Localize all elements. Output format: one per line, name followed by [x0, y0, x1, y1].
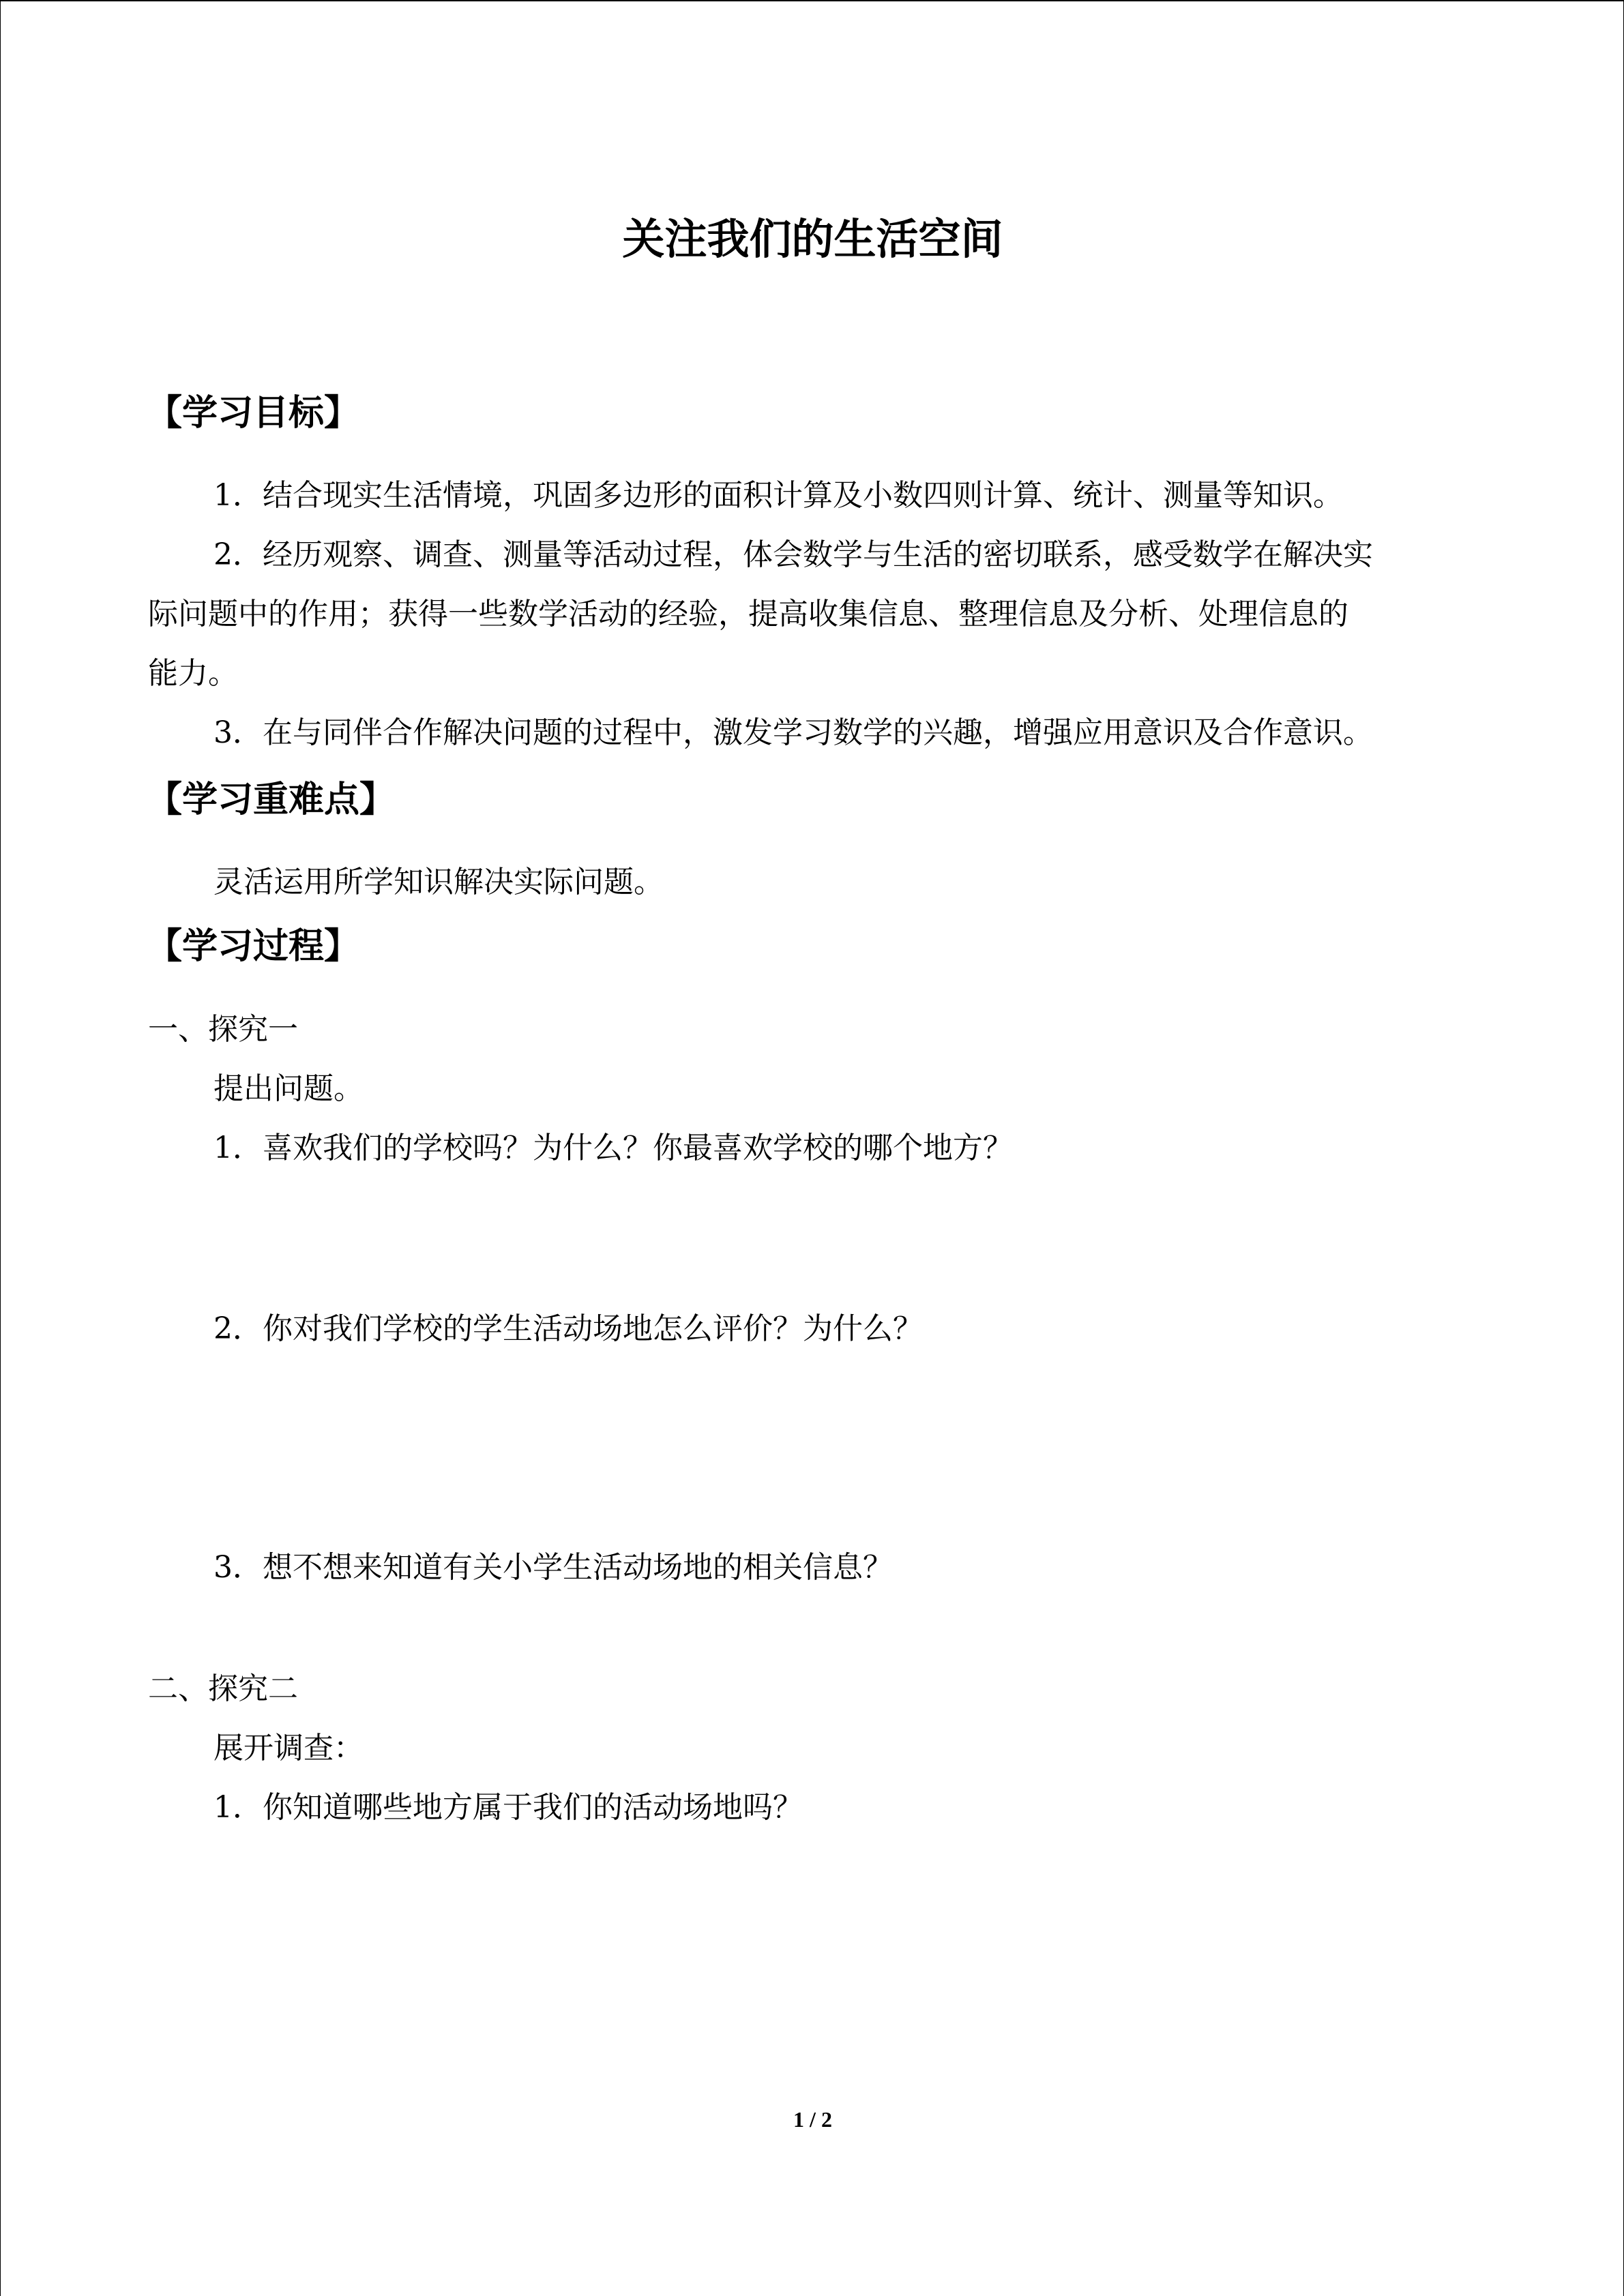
part-2-question-1: 1．你知道哪些地方属于我们的活动场地吗？: [213, 1790, 803, 1825]
objective-item-2-line-1: 2．经历观察、调查、测量等活动过程，体会数学与生活的密切联系，感受数学在解决实: [213, 537, 1373, 572]
part-1-question-2: 2．你对我们学校的学生活动场地怎么评价？为什么？: [213, 1311, 923, 1346]
key-points-text: 灵活运用所学知识解决实际问题。: [213, 865, 664, 899]
page-title: 关注我们的生活空间: [622, 214, 1003, 264]
objective-item-1: 1．结合现实生活情境，巩固多边形的面积计算及小数四则计算、统计、测量等知识。: [213, 478, 1343, 513]
part-1-question-3: 3．想不想来知道有关小学生活动场地的相关信息？: [213, 1550, 893, 1585]
part-2-heading: 二、探究二: [148, 1671, 298, 1706]
part-1-heading: 一、探究一: [148, 1012, 298, 1047]
part-1-intro: 提出问题。: [213, 1071, 364, 1106]
part-1-question-1: 1．喜欢我们的学校吗？为什么？你最喜欢学校的哪个地方？: [213, 1131, 1013, 1165]
objective-item-3: 3．在与同伴合作解决问题的过程中，激发学习数学的兴趣，增强应用意识及合作意识。: [213, 715, 1373, 750]
process-heading: 【学习过程】: [147, 926, 360, 967]
objectives-heading: 【学习目标】: [147, 393, 360, 434]
key-points-heading: 【学习重难点】: [147, 779, 396, 820]
page-number: 1 / 2: [793, 2107, 832, 2132]
objective-item-2-line-3: 能力。: [148, 656, 238, 691]
objective-item-2-line-2: 际问题中的作用；获得一些数学活动的经验，提高收集信息、整理信息及分析、处理信息的: [148, 597, 1348, 631]
part-2-intro: 展开调查：: [213, 1731, 364, 1765]
